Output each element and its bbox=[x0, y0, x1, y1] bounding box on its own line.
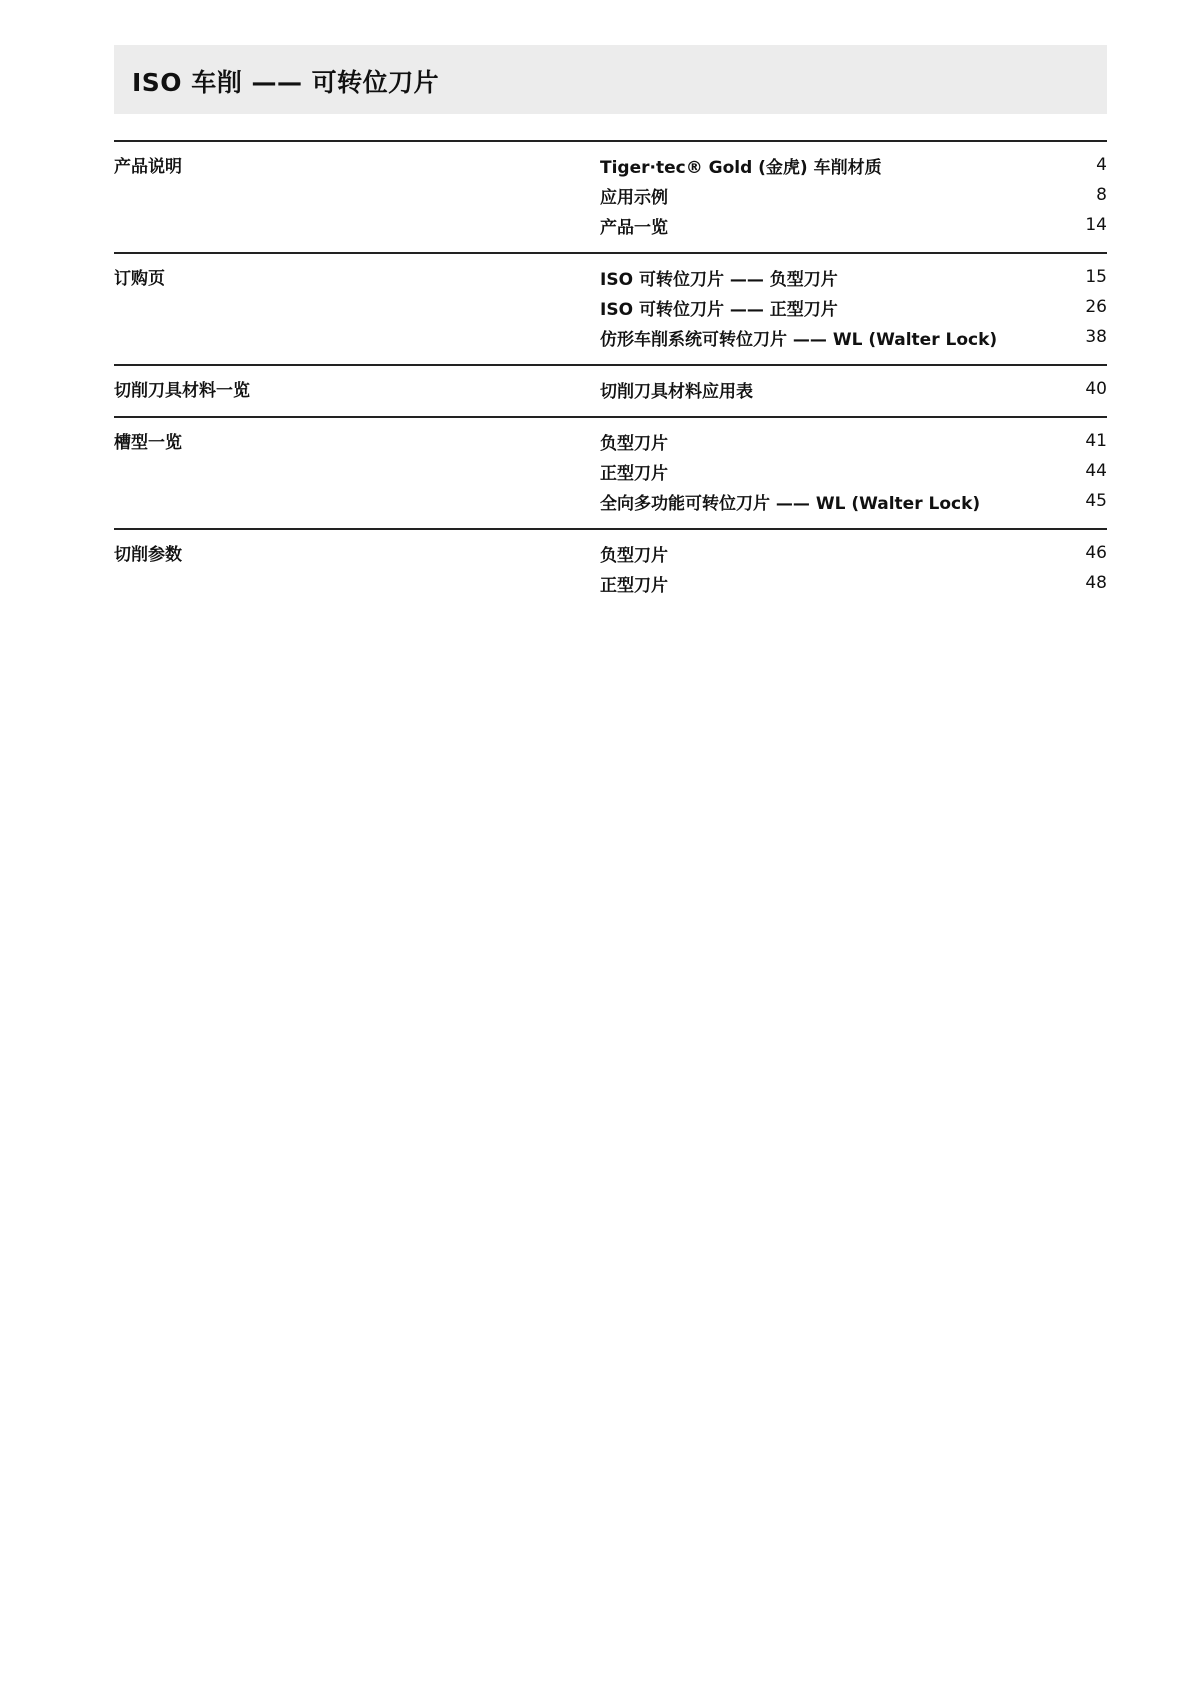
entry-label: ISO 可转位刀片 —— 正型刀片 bbox=[600, 299, 838, 320]
section-title: 产品说明 bbox=[114, 157, 182, 177]
toc-section bbox=[114, 140, 1107, 252]
toc-entry[interactable] bbox=[600, 262, 1107, 292]
entry-label: 正型刀片 bbox=[600, 463, 668, 484]
entry-label: Tiger·tec® Gold (金虎) 车削材质 bbox=[600, 157, 882, 178]
entry-page-number: 46 bbox=[1085, 543, 1107, 563]
entry-page-number: 14 bbox=[1085, 215, 1107, 235]
entry-label: 负型刀片 bbox=[600, 433, 668, 454]
entry-page-number: 40 bbox=[1085, 379, 1107, 399]
toc-entry[interactable] bbox=[600, 486, 1107, 516]
entry-page-number: 38 bbox=[1085, 327, 1107, 347]
toc-section bbox=[114, 528, 1107, 610]
entry-page-number: 15 bbox=[1085, 267, 1107, 287]
section-title: 切削参数 bbox=[114, 545, 182, 565]
toc-entry[interactable] bbox=[600, 374, 1107, 404]
entry-label: 全向多功能可转位刀片 —— WL (Walter Lock) bbox=[600, 493, 981, 514]
toc-entry[interactable] bbox=[600, 426, 1107, 456]
toc-section bbox=[114, 252, 1107, 364]
section-title: 切削刀具材料一览 bbox=[114, 381, 250, 401]
entry-page-number: 44 bbox=[1085, 461, 1107, 481]
toc-entry[interactable] bbox=[600, 538, 1107, 568]
toc-entry[interactable] bbox=[600, 456, 1107, 486]
entry-label: 切削刀具材料应用表 bbox=[600, 381, 753, 402]
toc-section bbox=[114, 364, 1107, 416]
entry-label: 仿形车削系统可转位刀片 —— WL (Walter Lock) bbox=[600, 329, 998, 350]
toc-entry[interactable] bbox=[600, 322, 1107, 352]
entry-page-number: 45 bbox=[1085, 491, 1107, 511]
section-title: 订购页 bbox=[114, 269, 165, 289]
section-title: 槽型一览 bbox=[114, 433, 182, 453]
entry-page-number: 8 bbox=[1096, 185, 1107, 205]
entry-page-number: 48 bbox=[1085, 573, 1107, 593]
toc-entry[interactable] bbox=[600, 150, 1107, 180]
entry-label: 应用示例 bbox=[600, 187, 668, 208]
table-of-contents bbox=[114, 140, 1107, 610]
toc-section bbox=[114, 416, 1107, 528]
toc-entry[interactable] bbox=[600, 180, 1107, 210]
entry-label: ISO 可转位刀片 —— 负型刀片 bbox=[600, 269, 838, 290]
toc-entry[interactable] bbox=[600, 292, 1107, 322]
entry-page-number: 4 bbox=[1096, 155, 1107, 175]
page-title: ISO 车削 —— 可转位刀片 bbox=[132, 68, 440, 97]
entry-page-number: 41 bbox=[1085, 431, 1107, 451]
entry-page-number: 26 bbox=[1085, 297, 1107, 317]
entry-label: 产品一览 bbox=[600, 217, 668, 238]
entry-label: 正型刀片 bbox=[600, 575, 668, 596]
toc-entry[interactable] bbox=[600, 210, 1107, 240]
entry-label: 负型刀片 bbox=[600, 545, 668, 566]
toc-entry[interactable] bbox=[600, 568, 1107, 598]
page-header bbox=[114, 45, 1107, 114]
